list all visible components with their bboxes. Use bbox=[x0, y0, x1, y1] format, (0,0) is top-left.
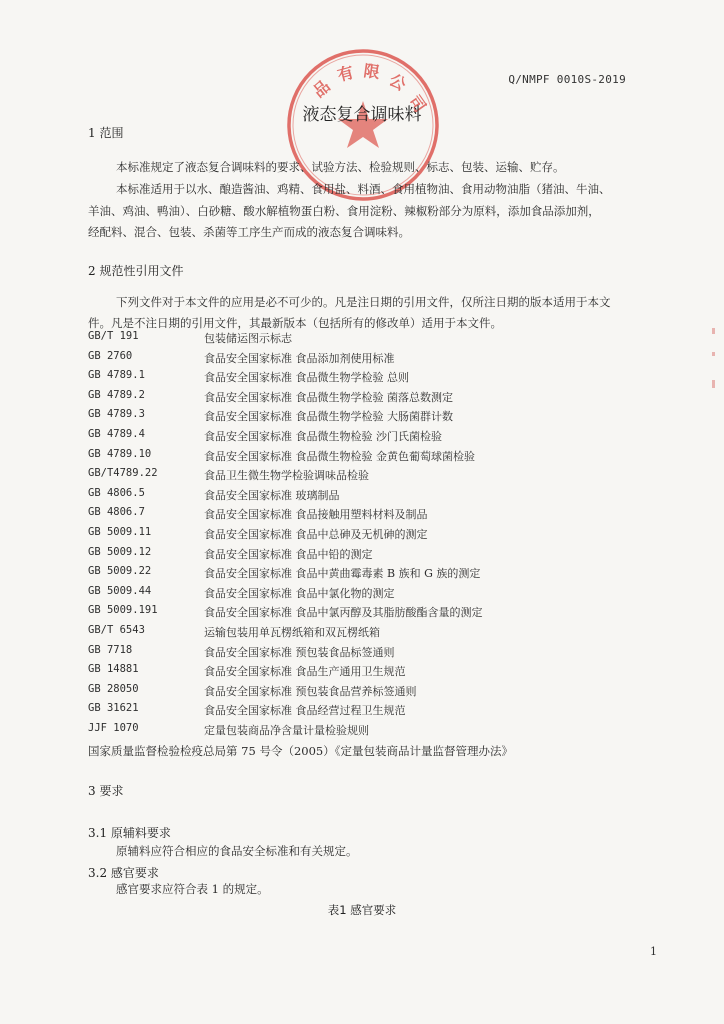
section-1-para-2-line-1: 本标准适用于以水、酿造酱油、鸡精、食用盐、料酒、食用植物油、食用动物油脂（猪油、牛油、 bbox=[116, 182, 611, 196]
reference-code: GB/T 191 bbox=[88, 330, 139, 342]
reference-title: 定量包装商品净含量计量检验规则 bbox=[204, 723, 369, 737]
reference-row bbox=[88, 369, 688, 389]
svg-text:司: 司 bbox=[405, 91, 430, 116]
section-2-heading: 2 规范性引用文件 bbox=[88, 264, 184, 278]
table-1-caption: 表1 感官要求 bbox=[327, 903, 397, 917]
section-1-para-2-line-2: 羊油、鸡油、鸭油）、白砂糖、酸水解植物蛋白粉、食用淀粉、辣椒粉部分为原料，添加食品添加剂， bbox=[88, 204, 600, 218]
reference-title: 食品安全国家标准 食品微生物检验 金黄色葡萄球菌检验 bbox=[204, 449, 475, 463]
section-2-intro-line-1: 下列文件对于本文件的应用是必不可少的。凡是注日期的引用文件，仅所注日期的版本适用于本文 bbox=[116, 295, 611, 309]
reference-row bbox=[88, 604, 688, 624]
reference-title: 食品安全国家标准 预包装食品标签通则 bbox=[204, 645, 395, 659]
reference-title: 食品安全国家标准 食品中铅的测定 bbox=[204, 547, 373, 561]
section-3-1-heading: 3.1 原辅料要求 bbox=[88, 826, 171, 840]
reference-code: GB 5009.12 bbox=[88, 545, 152, 558]
section-3-2-text: 感官要求应符合表 1 的规定。 bbox=[116, 882, 269, 896]
reference-code: GB 5009.22 bbox=[88, 565, 152, 578]
section-3-1-text: 原辅料应符合相应的食品安全标准和有关规定。 bbox=[116, 844, 358, 858]
document-title: 液态复合调味料 bbox=[302, 105, 422, 125]
reference-code: GB 5009.11 bbox=[88, 525, 152, 538]
section-1-heading: 1 范围 bbox=[88, 126, 124, 140]
reference-code: GB 4806.5 bbox=[88, 486, 145, 499]
decree-reference: 国家质量监督检验检疫总局第 75 号令（2005）《定量包装商品计量监督管理办法》 bbox=[88, 744, 513, 758]
reference-row bbox=[88, 683, 688, 703]
reference-row bbox=[88, 487, 688, 507]
reference-code: GB 2760 bbox=[88, 349, 133, 362]
reference-title: 食品安全国家标准 食品经营过程卫生规范 bbox=[204, 704, 406, 718]
reference-row bbox=[88, 350, 688, 370]
reference-title: 食品安全国家标准 食品中黄曲霉毒素 B 族和 G 族的测定 bbox=[204, 567, 481, 581]
reference-code: GB/T4789.22 bbox=[88, 467, 158, 480]
reference-title: 食品安全国家标准 玻璃制品 bbox=[204, 488, 340, 502]
reference-code: GB 7718 bbox=[88, 643, 133, 656]
document-code: Q/NMPF 0010S-2019 bbox=[508, 73, 626, 86]
reference-title: 食品安全国家标准 食品中总砷及无机砷的测定 bbox=[204, 527, 428, 541]
svg-text:限: 限 bbox=[362, 61, 382, 83]
reference-row bbox=[88, 644, 688, 664]
reference-row bbox=[88, 408, 688, 428]
reference-row bbox=[88, 330, 688, 350]
section-1-para-1: 本标准规定了液态复合调味料的要求、试验方法、检验规则、标志、包装、运输、贮存。 bbox=[116, 160, 565, 174]
reference-code: GB 4789.3 bbox=[88, 408, 145, 421]
reference-row bbox=[88, 722, 688, 742]
reference-title: 食品安全国家标准 食品微生物学检验 菌落总数测定 bbox=[204, 390, 453, 404]
reference-code: GB 14881 bbox=[88, 663, 139, 676]
reference-code: JJF 1070 bbox=[88, 721, 139, 734]
edge-mark bbox=[712, 352, 715, 356]
section-3-heading: 3 要求 bbox=[88, 784, 124, 798]
reference-title: 食品安全国家标准 食品微生物学检验 大肠菌群计数 bbox=[204, 410, 453, 424]
reference-title: 食品安全国家标准 食品微生物学检验 总则 bbox=[204, 371, 409, 385]
reference-title: 食品卫生微生物学检验调味品检验 bbox=[204, 469, 369, 483]
reference-code: GB 5009.44 bbox=[88, 584, 152, 597]
reference-title: 食品安全国家标准 食品生产通用卫生规范 bbox=[204, 665, 406, 679]
reference-row bbox=[88, 428, 688, 448]
reference-title: 包装储运图示标志 bbox=[204, 332, 292, 345]
edge-mark bbox=[712, 328, 715, 334]
reference-code: GB 4806.7 bbox=[88, 506, 145, 519]
svg-text:品: 品 bbox=[309, 76, 334, 102]
reference-code: GB 4789.4 bbox=[88, 427, 145, 440]
reference-row bbox=[88, 448, 688, 468]
reference-title: 食品安全国家标准 预包装食品营养标签通则 bbox=[204, 684, 417, 698]
reference-row bbox=[88, 624, 688, 644]
svg-text:公: 公 bbox=[386, 70, 410, 95]
reference-row bbox=[88, 467, 688, 487]
reference-code: GB 4789.1 bbox=[88, 369, 145, 382]
svg-text:有: 有 bbox=[335, 62, 356, 85]
page-number: 1 bbox=[650, 945, 657, 958]
section-3-2-heading: 3.2 感官要求 bbox=[88, 866, 159, 880]
reference-code: GB 4789.10 bbox=[88, 447, 152, 460]
reference-row bbox=[88, 663, 688, 683]
reference-title: 食品安全国家标准 食品微生物检验 沙门氏菌检验 bbox=[204, 429, 442, 443]
section-2-intro-line-2: 件。凡是不注日期的引用文件，其最新版本（包括所有的修改单）适用于本文件。 bbox=[88, 316, 502, 330]
reference-title: 食品安全国家标准 食品中氯丙醇及其脂肪酸酯含量的测定 bbox=[204, 606, 483, 620]
reference-row bbox=[88, 546, 688, 566]
reference-code: GB 4789.2 bbox=[88, 388, 145, 401]
reference-code: GB 5009.191 bbox=[88, 604, 158, 617]
edge-mark bbox=[712, 380, 715, 388]
reference-row bbox=[88, 702, 688, 722]
reference-row bbox=[88, 585, 688, 605]
reference-code: GB/T 6543 bbox=[88, 623, 145, 636]
reference-title: 食品安全国家标准 食品中氯化物的测定 bbox=[204, 586, 395, 600]
section-1-para-2-line-3: 经配料、混合、包装、杀菌等工序生产而成的液态复合调味料。 bbox=[88, 225, 410, 239]
reference-row bbox=[88, 526, 688, 546]
reference-title: 食品安全国家标准 食品添加剂使用标准 bbox=[204, 351, 395, 365]
reference-title: 食品安全国家标准 食品接触用塑料材料及制品 bbox=[204, 508, 428, 522]
normative-references-list bbox=[88, 330, 688, 741]
reference-row bbox=[88, 506, 688, 526]
reference-code: GB 28050 bbox=[88, 682, 139, 695]
reference-row bbox=[88, 565, 688, 585]
reference-code: GB 31621 bbox=[88, 702, 139, 715]
reference-title: 运输包装用单瓦楞纸箱和双瓦楞纸箱 bbox=[204, 625, 380, 639]
reference-row bbox=[88, 389, 688, 409]
